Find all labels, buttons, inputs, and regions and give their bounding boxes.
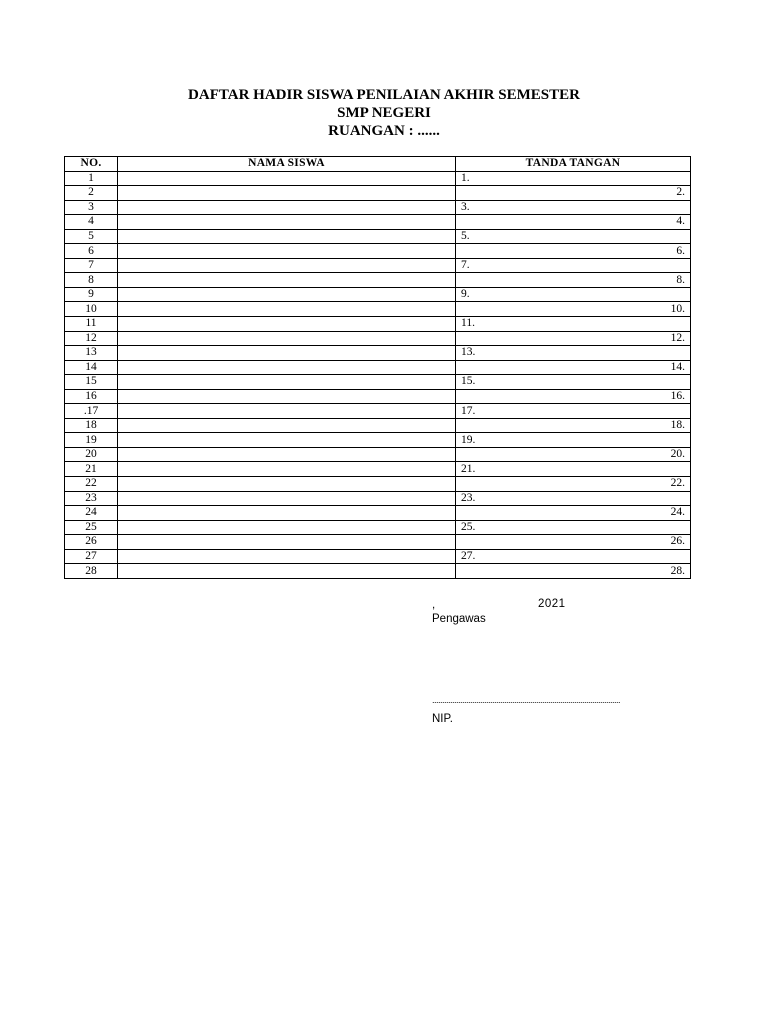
signature-cell[interactable]: 15.: [456, 375, 691, 390]
student-name-cell[interactable]: [118, 302, 456, 317]
row-number: 28: [65, 564, 118, 579]
table-row: [65, 404, 691, 419]
signature-cell[interactable]: 10.: [456, 302, 691, 317]
signature-cell[interactable]: 17.: [456, 404, 691, 419]
row-number: 18: [65, 418, 118, 433]
row-number: 14: [65, 360, 118, 375]
row-number: 19: [65, 433, 118, 448]
student-name-cell[interactable]: [118, 215, 456, 230]
room-label: RUANGAN : ......: [328, 123, 440, 139]
table-row: [65, 477, 691, 492]
signature-cell[interactable]: 9.: [456, 287, 691, 302]
signature-cell[interactable]: 28.: [456, 564, 691, 579]
date-comma: ,: [432, 599, 436, 611]
student-name-cell[interactable]: [118, 375, 456, 390]
row-number: 6: [65, 244, 118, 259]
student-name-cell[interactable]: [118, 171, 456, 186]
student-name-cell[interactable]: [118, 477, 456, 492]
signature-cell[interactable]: 23.: [456, 491, 691, 506]
table-row: [65, 346, 691, 361]
table-row: [65, 389, 691, 404]
table-row: [65, 491, 691, 506]
signature-cell[interactable]: 4.: [456, 215, 691, 230]
student-name-cell[interactable]: [118, 244, 456, 259]
column-header-name: NAMA SISWA: [118, 157, 456, 172]
row-number: 24: [65, 506, 118, 521]
student-name-cell[interactable]: [118, 258, 456, 273]
row-number: 3: [65, 200, 118, 215]
row-number: 16: [65, 389, 118, 404]
row-number: .17: [65, 404, 118, 419]
signature-cell[interactable]: 21.: [456, 462, 691, 477]
column-header-signature: TANDA TANGAN: [456, 157, 691, 172]
table-row: [65, 418, 691, 433]
row-number: 27: [65, 549, 118, 564]
table-row: [65, 229, 691, 244]
signature-cell[interactable]: 11.: [456, 317, 691, 332]
student-name-cell[interactable]: [118, 433, 456, 448]
student-name-cell[interactable]: [118, 331, 456, 346]
supervisor-role: Pengawas: [432, 613, 486, 625]
table-row: [65, 506, 691, 521]
row-number: 1: [65, 171, 118, 186]
table-row: [65, 331, 691, 346]
student-name-cell[interactable]: [118, 389, 456, 404]
student-name-cell[interactable]: [118, 186, 456, 201]
student-name-cell[interactable]: [118, 549, 456, 564]
row-number: 10: [65, 302, 118, 317]
table-row: [65, 287, 691, 302]
table-row: [65, 171, 691, 186]
student-name-cell[interactable]: [118, 317, 456, 332]
year: 2021: [538, 598, 566, 610]
row-number: 4: [65, 215, 118, 230]
student-name-cell[interactable]: [118, 273, 456, 288]
signature-cell[interactable]: 27.: [456, 549, 691, 564]
row-number: 20: [65, 447, 118, 462]
student-name-cell[interactable]: [118, 462, 456, 477]
row-number: 8: [65, 273, 118, 288]
row-number: 21: [65, 462, 118, 477]
student-name-cell[interactable]: [118, 491, 456, 506]
table-row: [65, 447, 691, 462]
table-row: [65, 302, 691, 317]
student-name-cell[interactable]: [118, 447, 456, 462]
row-number: 2: [65, 186, 118, 201]
signature-cell[interactable]: 1.: [456, 171, 691, 186]
row-number: 11: [65, 317, 118, 332]
signature-cell[interactable]: 18.: [456, 418, 691, 433]
student-name-cell[interactable]: [118, 229, 456, 244]
attendance-table: [64, 156, 691, 579]
signature-cell[interactable]: 25.: [456, 520, 691, 535]
signature-cell[interactable]: 19.: [456, 433, 691, 448]
signature-line: ..............................................................................................: [432, 695, 621, 705]
student-name-cell[interactable]: [118, 564, 456, 579]
row-number: 25: [65, 520, 118, 535]
signature-cell[interactable]: 7.: [456, 258, 691, 273]
nip-label: NIP.: [432, 713, 453, 725]
row-number: 22: [65, 477, 118, 492]
table-row: [65, 215, 691, 230]
student-name-cell[interactable]: [118, 506, 456, 521]
signature-cell[interactable]: 14.: [456, 360, 691, 375]
table-row: [65, 360, 691, 375]
table-row: [65, 549, 691, 564]
table-row: [65, 375, 691, 390]
row-number: 9: [65, 287, 118, 302]
signature-cell[interactable]: 12.: [456, 331, 691, 346]
row-number: 15: [65, 375, 118, 390]
document-title: DAFTAR HADIR SISWA PENILAIAN AKHIR SEMESTER: [188, 87, 580, 103]
row-number: 5: [65, 229, 118, 244]
table-row: [65, 258, 691, 273]
student-name-cell[interactable]: [118, 520, 456, 535]
signature-cell[interactable]: 22.: [456, 477, 691, 492]
signature-cell[interactable]: 16.: [456, 389, 691, 404]
table-row: [65, 244, 691, 259]
table-row: [65, 564, 691, 579]
student-name-cell[interactable]: [118, 360, 456, 375]
table-row: [65, 535, 691, 550]
signature-cell[interactable]: 20.: [456, 447, 691, 462]
signature-cell[interactable]: 5.: [456, 229, 691, 244]
table-row: [65, 186, 691, 201]
signature-cell[interactable]: 24.: [456, 506, 691, 521]
signature-cell[interactable]: 3.: [456, 200, 691, 215]
student-name-cell[interactable]: [118, 418, 456, 433]
student-name-cell[interactable]: [118, 287, 456, 302]
column-header-no: NO.: [65, 157, 118, 172]
signature-cell[interactable]: 6.: [456, 244, 691, 259]
table-row: [65, 462, 691, 477]
signature-cell[interactable]: 2.: [456, 186, 691, 201]
table-row: [65, 317, 691, 332]
signature-cell[interactable]: 8.: [456, 273, 691, 288]
row-number: 23: [65, 491, 118, 506]
student-name-cell[interactable]: [118, 346, 456, 361]
row-number: 26: [65, 535, 118, 550]
student-name-cell[interactable]: [118, 200, 456, 215]
table-row: [65, 433, 691, 448]
row-number: 12: [65, 331, 118, 346]
table-header-row: [65, 157, 691, 172]
school-name: SMP NEGERI: [337, 105, 431, 121]
table-row: [65, 200, 691, 215]
student-name-cell[interactable]: [118, 535, 456, 550]
student-name-cell[interactable]: [118, 404, 456, 419]
row-number: 13: [65, 346, 118, 361]
table-row: [65, 520, 691, 535]
table-row: [65, 273, 691, 288]
signature-cell[interactable]: 26.: [456, 535, 691, 550]
signature-cell[interactable]: 13.: [456, 346, 691, 361]
row-number: 7: [65, 258, 118, 273]
